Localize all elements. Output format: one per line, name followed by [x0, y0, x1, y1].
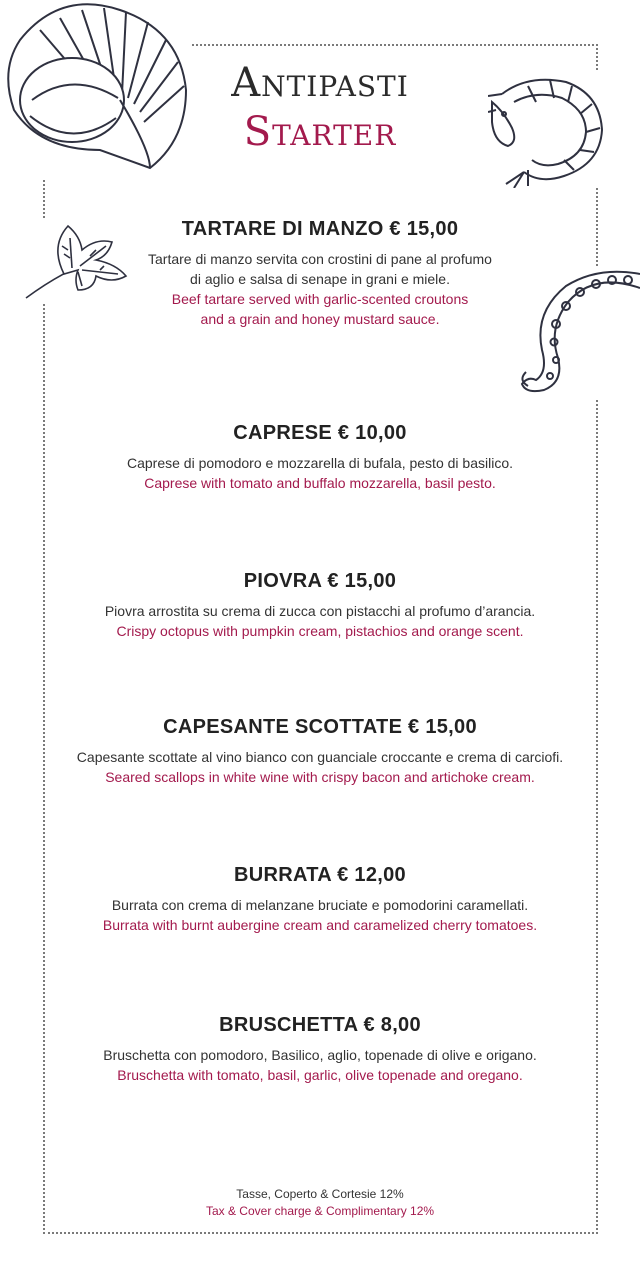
service-charge-note: [44, 1186, 596, 1220]
dish-description-it: Burrata con crema di melanzane bruciate e pomodorini caramellati.: [111, 897, 529, 913]
dish-title: CAPESANTE SCOTTATE € 15,00: [163, 716, 477, 738]
dish-caprese: [44, 422, 596, 493]
dish-description-it: Tartare di manzo servita con crostini di pane al profumo: [148, 251, 492, 267]
title-italian: Antipasti: [231, 60, 409, 106]
title-english: Starter: [243, 109, 397, 155]
menu-title: [170, 52, 470, 162]
dish-piovra: [44, 570, 596, 641]
dish-tartare: [44, 218, 596, 329]
dish-bruschetta: [44, 1014, 596, 1085]
dish-description-en: Crispy octopus with pumpkin cream, pistachios and orange scent.: [116, 623, 524, 639]
dish-description-en: Burrata with burnt aubergine cream and caramelized cherry tomatoes.: [102, 917, 538, 933]
dish-title: CAPRESE € 10,00: [233, 422, 407, 444]
dish-description-it: Caprese di pomodoro e mozzarella di bufala, pesto di basilico.: [127, 455, 513, 471]
dish-description-en: Bruschetta with tomato, basil, garlic, olive topenade and oregano.: [117, 1067, 523, 1083]
dish-description-en: Seared scallops in white wine with crispy bacon and artichoke cream.: [105, 769, 535, 785]
footer-italian: Tasse, Coperto & Cortesie 12%: [236, 1187, 404, 1201]
dish-description-en: Beef tartare served with garlic-scented croutons: [171, 291, 469, 307]
shrimp-icon: [488, 72, 610, 188]
dish-title: PIOVRA € 15,00: [243, 570, 397, 592]
dish-capesante: [44, 716, 596, 787]
dish-description-it: di aglio e salsa di senape in grani e miele.: [190, 271, 450, 287]
dish-title: TARTARE DI MANZO € 15,00: [181, 218, 459, 240]
dish-description-en: Caprese with tomato and buffalo mozzarella, basil pesto.: [144, 475, 496, 491]
dish-title: BRUSCHETTA € 8,00: [219, 1014, 421, 1036]
dish-description-en: and a grain and honey mustard sauce.: [200, 311, 440, 327]
dish-description-it: Capesante scottate al vino bianco con guanciale croccante e crema di carciofi.: [76, 749, 564, 765]
dish-burrata: [44, 864, 596, 935]
footer-english: Tax & Cover charge & Complimentary 12%: [205, 1204, 435, 1218]
dish-description-it: Piovra arrostita su crema di zucca con pistacchi al profumo d’arancia.: [104, 603, 536, 619]
dish-description-it: Bruschetta con pomodoro, Basilico, aglio, topenade di olive e origano.: [103, 1047, 537, 1063]
dish-title: BURRATA € 12,00: [234, 864, 406, 886]
scallop-shell-icon: [0, 0, 192, 178]
